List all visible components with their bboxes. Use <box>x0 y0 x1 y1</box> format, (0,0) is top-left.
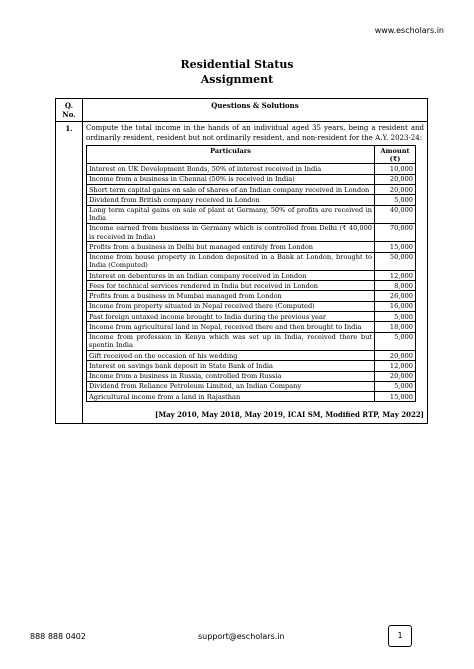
amount-cell: 70,000 <box>375 223 416 241</box>
amount-cell: 20,000 <box>375 184 416 194</box>
table-row <box>87 350 416 360</box>
table-row <box>87 332 416 350</box>
table-row <box>87 322 416 332</box>
amount-cell: 5,000 <box>375 381 416 391</box>
questions-header: Questions & Solutions <box>83 99 428 122</box>
exam-reference: [May 2010, May 2018, May 2019, ICAI SM, Modified RTP, May 2022] <box>155 410 424 420</box>
table-row <box>87 223 416 241</box>
amount-cell: 18,000 <box>375 322 416 332</box>
amount-cell: 50,000 <box>375 252 416 270</box>
particular-cell: Income from property situated in Nepal received there (Computed) <box>87 301 375 311</box>
particular-cell: Income from agricultural land in Nepal, received there and then brought to India <box>87 322 375 332</box>
table-row <box>87 242 416 252</box>
particular-cell: Income from a business in Chennai (50% is received in India) <box>87 174 375 184</box>
amount-cell: 12,000 <box>375 270 416 280</box>
particular-cell: Income from house property in London deposited in a Bank at London, brought to India (Computed) <box>87 252 375 270</box>
table-row <box>87 291 416 301</box>
amount-cell: 12,000 <box>375 361 416 371</box>
particular-cell: Interest on UK Development Bonds, 50% of interest received in India <box>87 164 375 174</box>
page-number: 1 <box>388 625 412 647</box>
assignment-table <box>55 98 428 424</box>
amount-cell: 8,000 <box>375 281 416 291</box>
table-row <box>87 252 416 270</box>
amount-cell: 16,000 <box>375 301 416 311</box>
amount-cell: 15,000 <box>375 392 416 402</box>
particular-cell: Profits from a business in Delhi but managed entirely from London <box>87 242 375 252</box>
footer-email[interactable]: support@escholars.in <box>198 632 285 641</box>
assignment-header-row <box>56 99 428 122</box>
particular-cell: Dividend from Reliance Petroleum Limited, an Indian Company <box>87 381 375 391</box>
particular-cell: Interest on savings bank deposit in State Bank of India <box>87 361 375 371</box>
particular-cell: Income from a business in Russia, controlled from Russia <box>87 371 375 381</box>
table-row <box>87 164 416 174</box>
amount-cell: 20,000 <box>375 371 416 381</box>
amount-cell: 5,000 <box>375 195 416 205</box>
particular-cell: Gift received on the occasion of his wedding <box>87 350 375 360</box>
footer-phone: 888 888 0402 <box>30 632 86 641</box>
particulars-table <box>86 145 416 402</box>
particular-cell: Agricultural income from a land in Rajasthan <box>87 392 375 402</box>
table-row <box>87 174 416 184</box>
particular-cell: Long term capital gains on sale of plant at Germany, 50% of profits are received in India <box>87 205 375 223</box>
table-row <box>87 371 416 381</box>
table-row <box>87 301 416 311</box>
amount-cell: 10,000 <box>375 164 416 174</box>
question-number: 1. <box>56 122 83 424</box>
qno-header: Q. No. <box>56 99 83 122</box>
table-row <box>87 381 416 391</box>
table-row <box>87 205 416 223</box>
website-url[interactable]: www.escholars.in <box>374 26 444 35</box>
particulars-header-row <box>87 146 416 164</box>
particular-cell: Past foreign untaxed income brought to India during the previous year <box>87 312 375 322</box>
table-row <box>87 361 416 371</box>
amount-cell: 20,000 <box>375 174 416 184</box>
particular-cell: Interest on debentures in an Indian company received in London <box>87 270 375 280</box>
question-cell <box>83 122 428 424</box>
document-title: Residential Status <box>180 58 294 71</box>
amount-cell: 20,000 <box>375 350 416 360</box>
table-row <box>87 312 416 322</box>
question-row <box>56 122 428 424</box>
particular-cell: Fees for technical services rendered in India but received in London <box>87 281 375 291</box>
table-row <box>87 184 416 194</box>
table-row <box>87 270 416 280</box>
table-row <box>87 195 416 205</box>
amount-cell: 40,000 <box>375 205 416 223</box>
particular-cell: Profits from a business in Mumbai managed from London <box>87 291 375 301</box>
amount-header: Amount (₹) <box>375 146 416 164</box>
amount-cell: 5,000 <box>375 332 416 350</box>
amount-cell: 15,000 <box>375 242 416 252</box>
table-row <box>87 392 416 402</box>
particular-cell: Short term capital gains on sale of shares of an Indian company received in London <box>87 184 375 194</box>
particulars-header: Particulars <box>87 146 375 164</box>
question-text: Compute the total income in the hands of an individual aged 35 years, being a resident and ordinarily resident, resident but not ordinarily resident, and non-resident for the A.Y. 2023-24: <box>86 124 424 142</box>
particular-cell: Dividend from British company received in London <box>87 195 375 205</box>
document-subtitle: Assignment <box>200 73 274 86</box>
amount-cell: 5,000 <box>375 312 416 322</box>
amount-cell: 26,000 <box>375 291 416 301</box>
particular-cell: Income earned from business in Germany which is controlled from Delhi (₹ 40,000 is received in India) <box>87 223 375 241</box>
particular-cell: Income from profession in Kenya which was set up in India, received there but spentin India <box>87 332 375 350</box>
table-row <box>87 281 416 291</box>
